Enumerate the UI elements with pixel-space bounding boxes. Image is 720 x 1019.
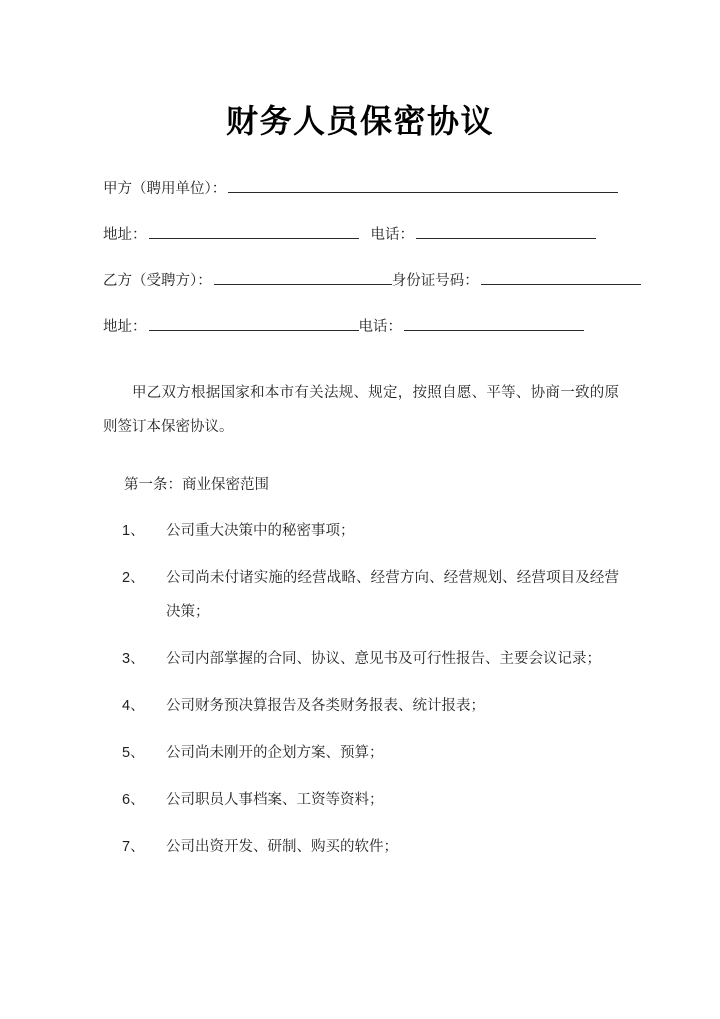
list-item-number: 5、 (122, 745, 145, 761)
list-item (103, 830, 619, 864)
party-b-address-label: 地址： (103, 319, 147, 335)
form-row-party-b (103, 269, 617, 291)
party-a-label: 甲方（聘用单位）： (103, 181, 227, 197)
list-item-number: 3、 (122, 651, 145, 667)
list-item (103, 689, 619, 723)
list-item-text: 公司财务预决算报告及各类财务报表、统计报表； (166, 698, 485, 714)
form-row-party-a (103, 177, 617, 199)
list-item-number: 6、 (122, 792, 145, 808)
form-row-party-b-address (103, 315, 617, 337)
party-b-fill-rule[interactable] (214, 271, 392, 285)
list-item-text: 公司尚未刚开的企划方案、预算； (166, 745, 384, 761)
list-item (103, 561, 619, 629)
form-row-party-a-address (103, 223, 617, 245)
party-a-address-fill-rule[interactable] (149, 225, 359, 239)
document-title: 财务人员保密协议 (225, 103, 494, 139)
clause-1-heading: 第一条：商业保密范围 (124, 477, 270, 493)
list-item (103, 514, 619, 548)
list-item (103, 783, 619, 817)
list-item-text: 公司职员人事档案、工资等资料； (166, 792, 384, 808)
party-b-phone-label: 电话： (358, 319, 402, 335)
party-b-id-label: 身份证号码： (391, 273, 479, 289)
list-item (103, 736, 619, 770)
list-item-text: 公司尚未付诸实施的经营战略、经营方向、经营规划、经营项目及经营决策； (166, 570, 619, 620)
signatory-form-block (103, 177, 617, 337)
list-item (103, 642, 619, 676)
party-a-phone-label: 电话： (370, 227, 414, 243)
list-item-text: 公司内部掌握的合同、协议、意见书及可行性报告、主要会议记录； (166, 651, 601, 667)
list-item-number: 1、 (122, 523, 145, 539)
party-a-fill-rule[interactable] (228, 179, 618, 193)
list-item-text: 公司重大决策中的秘密事项； (166, 523, 355, 539)
list-item-text: 公司出资开发、研制、购买的软件； (166, 839, 398, 855)
preamble-paragraph: 甲乙双方根据国家和本市有关法规、规定，按照自愿、平等、协商一致的原则签订本保密协议。 (103, 385, 619, 435)
list-item-number: 7、 (122, 839, 145, 855)
party-a-phone-fill-rule[interactable] (416, 225, 596, 239)
party-b-address-fill-rule[interactable] (149, 317, 359, 331)
list-item-number: 2、 (122, 570, 145, 586)
party-b-phone-fill-rule[interactable] (404, 317, 584, 331)
party-a-address-label: 地址： (103, 227, 147, 243)
clause-1-item-list (103, 502, 619, 864)
party-b-label: 乙方（受聘方）： (103, 273, 212, 289)
list-item-number: 4、 (122, 698, 145, 714)
document-body (103, 376, 619, 877)
party-b-id-fill-rule[interactable] (481, 271, 641, 285)
